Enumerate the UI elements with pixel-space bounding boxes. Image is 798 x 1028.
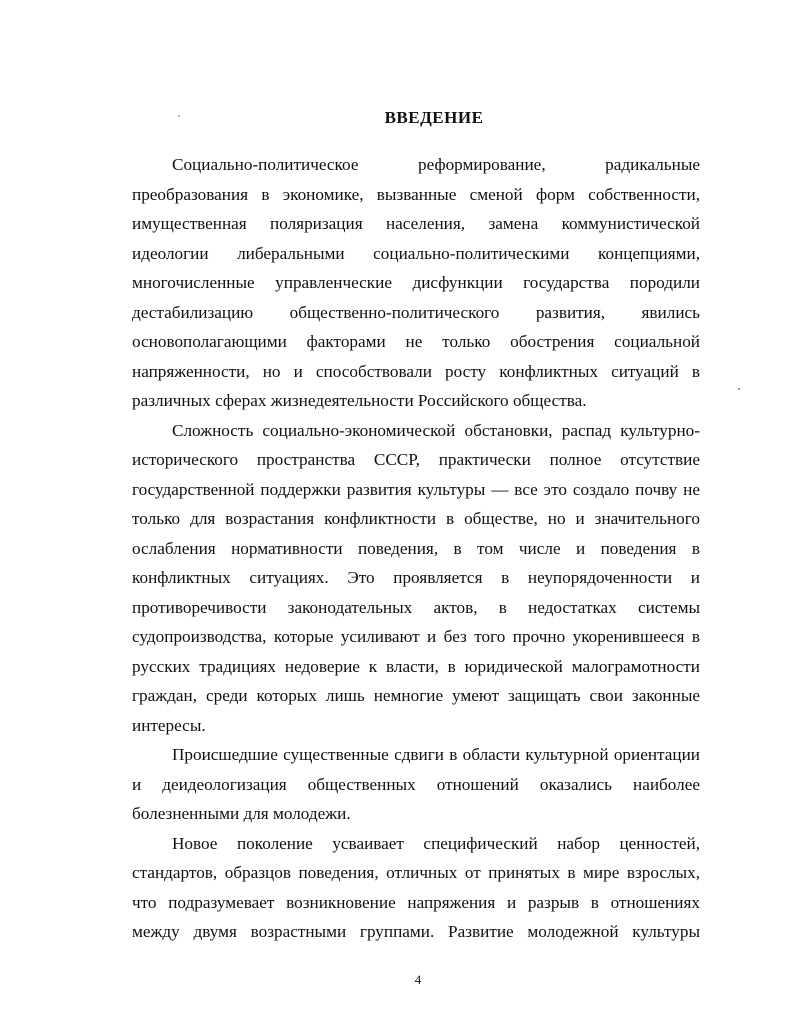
paragraph-2: Сложность социально-экономической обстановки, распад культурно-исторического пространства СССР, практически полное отсутствие государственной поддержки развития культуры — все это создало почву не только для возрастания конфликтности в обществе, но и значительного ослабления нормативности поведения, в том числе и поведения в конфликтных ситуациях. Это проявляется в неупорядоченности и противоречивости законодательных актов, в недостатках системы судопроизводства, которые усиливают и без того прочно укоренившееся в русских традициях недоверие к власти, в юридической малограмотности граждан, среди которых лишь немногие умеют защищать свои законные интересы. xyxy=(132,420,700,735)
scan-speck xyxy=(178,115,180,117)
scan-speck xyxy=(738,388,740,390)
paragraph-4: Новое поколение усваивает специфический набор ценностей, стандартов, образцов поведения, отличных от принятых в мире взрослых, что подразумевает возникновение напряжения и разрыв в отношениях между двумя возрастными группами. Развитие молодежной культуры xyxy=(132,833,700,941)
page-number: 4 xyxy=(414,972,422,987)
body-text xyxy=(132,150,700,976)
paragraph-1: Социально-политическое реформирование, радикальные преобразования в экономике, вызванные сменой форм собственности, имущественная поляризация населения, замена коммунистической идеологии либеральными социально-политическими концепциями, многочисленные управленческие дисфункции государства породили дестабилизацию общественно-политического развития, явились основополагающими факторами не только обострения социальной напряженности, но и способствовали росту конфликтных ситуаций в различных сферах жизнедеятельности Российского общества. xyxy=(132,155,700,410)
page-title: ВВЕДЕНИЕ xyxy=(384,108,484,127)
paragraph-3: Происшедшие существенные сдвиги в области культурной ориентации и деидеологизация общественных отношений оказались наиболее болезненными для молодежи. xyxy=(132,745,700,823)
